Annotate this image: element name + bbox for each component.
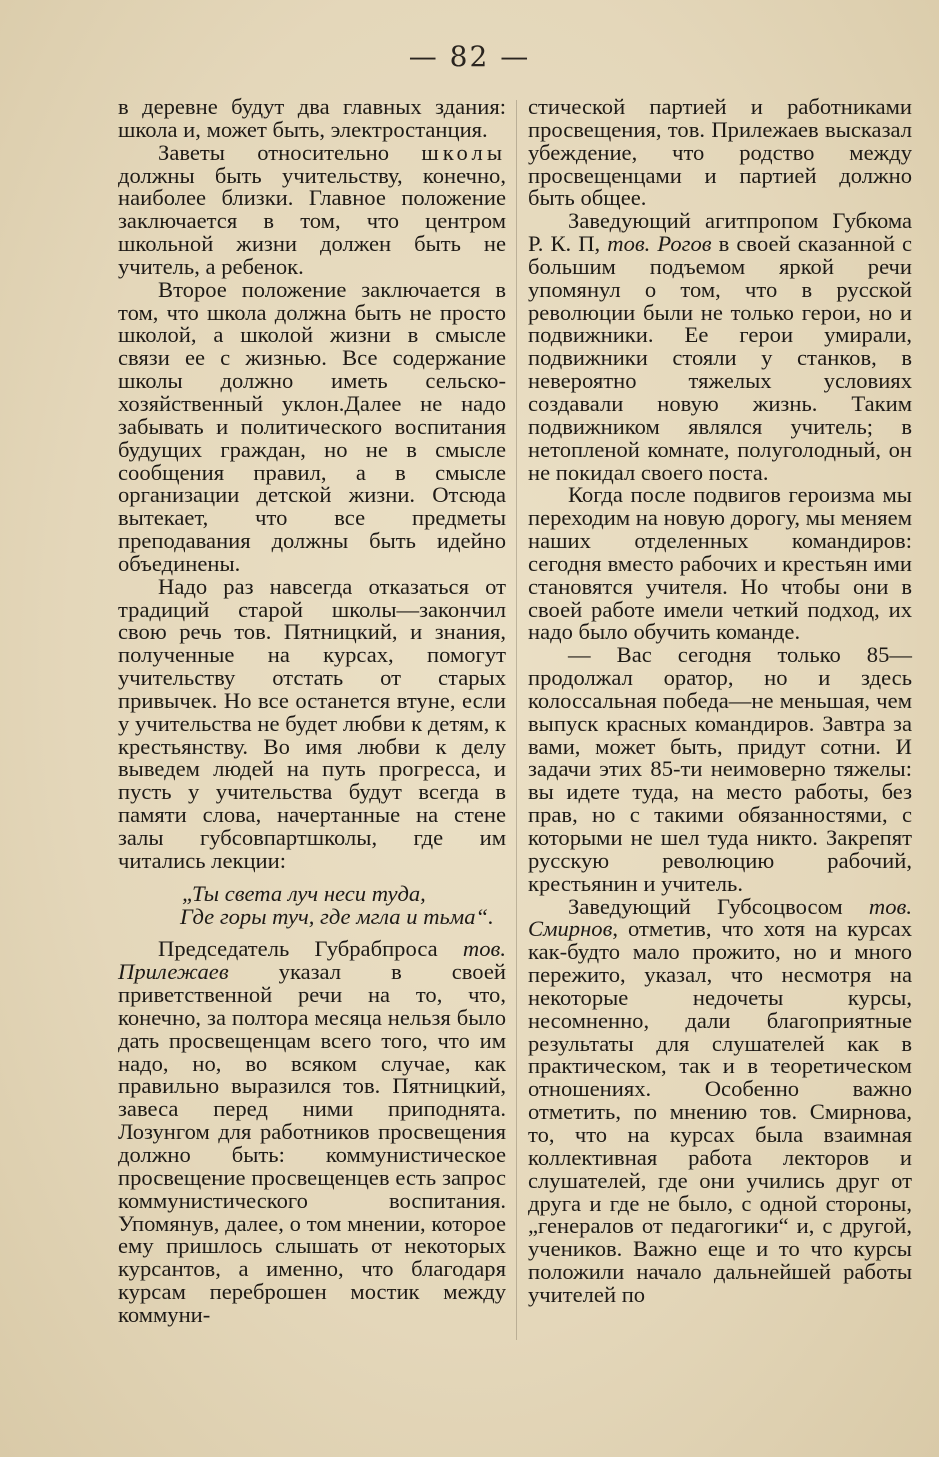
paragraph: Надо раз навсегда отказаться от традиций старой школы—закончил свою речь тов. Пятницкий, и знания, полученные на курсах, помогут учительству отстать от старых привычек. Но все останется втуне, если у учительства не будет любви к детям, к крестьянству. Во имя любви к делу выведем людей на путь прогресса, и пусть у учительства будут всегда в памяти слова, начертанные на стене залы губсовпартшколы, где им читались лекции: <box>118 573 506 873</box>
paragraph <box>118 139 506 279</box>
verse-line: Где горы туч, где мгла и тьма“. <box>180 903 494 929</box>
paragraph: — Вас сегодня только 85—продолжал оратор, но и здесь колоссальная победа—не меньшая, чем выпуск красных командиров. Завтра за вами, может быть, придут сотни. И задачи этих 85-ти неимоверно тяжелы: вы идете туда, на место работы, без прав, но с такими обязанностями, с которыми не шел туда никто. Закрепят русскую революцию рабочий, крестьянин и учитель. <box>528 642 912 896</box>
paragraph <box>118 938 506 1326</box>
text-run: Заведующий Губсоцвосом <box>568 893 869 919</box>
text-run: Заведующий агитпропом Губкома Р. К. П, <box>528 208 912 257</box>
left-column <box>118 96 506 1327</box>
text-run: Заветы относительно <box>158 139 422 165</box>
text-run: Председатель Губрабпроса <box>158 936 463 962</box>
speaker-name: тов. Прилежаев <box>118 936 506 985</box>
paragraph: стической партией и работниками просвещения, тов. Прилежаев высказал убеждение, что родство между просвещенцами и партией должно быть общее. <box>528 94 912 211</box>
speaker-name: тов. Рогов <box>607 231 712 257</box>
paragraph: Когда после подвигов героизма мы переходим на новую дорогу, мы меняем наших отделенных командиров: сегодня вместо рабочих и крестьян ими становятся учителя. Но чтобы они в своей работе имели четкий подход, их надо было обучить команде. <box>528 482 912 645</box>
paragraph: Второе положение заключается в том, что школа должна быть не просто школой, а школой жизни в смысле связи ее с жизнью. Все содержание школы должно иметь сельско-хозяйственный уклон.Далее не надо забывать и политического воспитания будущих граждан, но не в смысле сообщения правил, а в смысле организации детской жизни. Отсюда вытекает, что все предметы преподавания должны быть идейно объединены. <box>118 276 506 576</box>
verse-quote <box>118 880 506 929</box>
column-gutter <box>516 100 517 1340</box>
paragraph <box>528 893 912 1307</box>
text-run: указал в своей приветственной речи на то, что, конечно, за полтора месяца нельзя было дать просвещенцам всего того, что им надо, но, во всяком случае, как правильно выразился тов. Пятницкий, завеса перед ними приподнята. Лозунгом для работников просвещения должно быть: коммунистическое просвещение просвещенцев есть запрос коммунистического воспитания. Упомянув, далее, о том мнении, которое ему пришлось слышать от некоторых курсантов, а именно, что благодаря курсам переброшен мостик между коммуни- <box>118 959 506 1327</box>
text-run: в своей сказанной с большим подъемом яркой речи упомянул о том, что в русской революции были не только герои, но и подвижники. Ее герои умирали, подвижники стояли у станков, в невероятно тяжелых условиях создавали новую жизнь. Таким подвижником являлся учитель; в нетопленой комнате, полуголодный, он не покидал своего поста. <box>528 231 912 485</box>
spaced-emphasis: школы <box>421 139 506 165</box>
paragraph <box>528 210 912 484</box>
verse-line: „Ты света луч неси туда, <box>182 880 426 906</box>
text-run: , отметив, что хотя на курсах как-будто мало прожито, но и много пережито, указал, что несмотря на некоторые недочеты курсы, несомненно, дали благоприятные результаты для слушателей как в практическом, так и в теоретическом отношениях. Особенно важно отметить, по мнению тов. Смирнова, то, что на курсах была взаимная коллективная работа лекторов и слушателей, где они учились друг от друга и где не было, с одной стороны, „генералов от педагогики“ и, с другой, учеников. Важно еще и то что курсы положили начало дальнейшей работы учителей по <box>528 916 912 1307</box>
page-number: — 82 — <box>408 40 531 73</box>
paragraph: в деревне будут два главных здания: школа и, может быть, электростанция. <box>118 94 506 142</box>
text-run: должны быть учительству, конечно, наиболее близки. Главное положение заключается в том, что центром школьной жизни должен быть не учитель, а ребенок. <box>118 162 506 279</box>
right-column <box>528 96 912 1307</box>
speaker-name: тов. Смирнов <box>528 893 912 942</box>
